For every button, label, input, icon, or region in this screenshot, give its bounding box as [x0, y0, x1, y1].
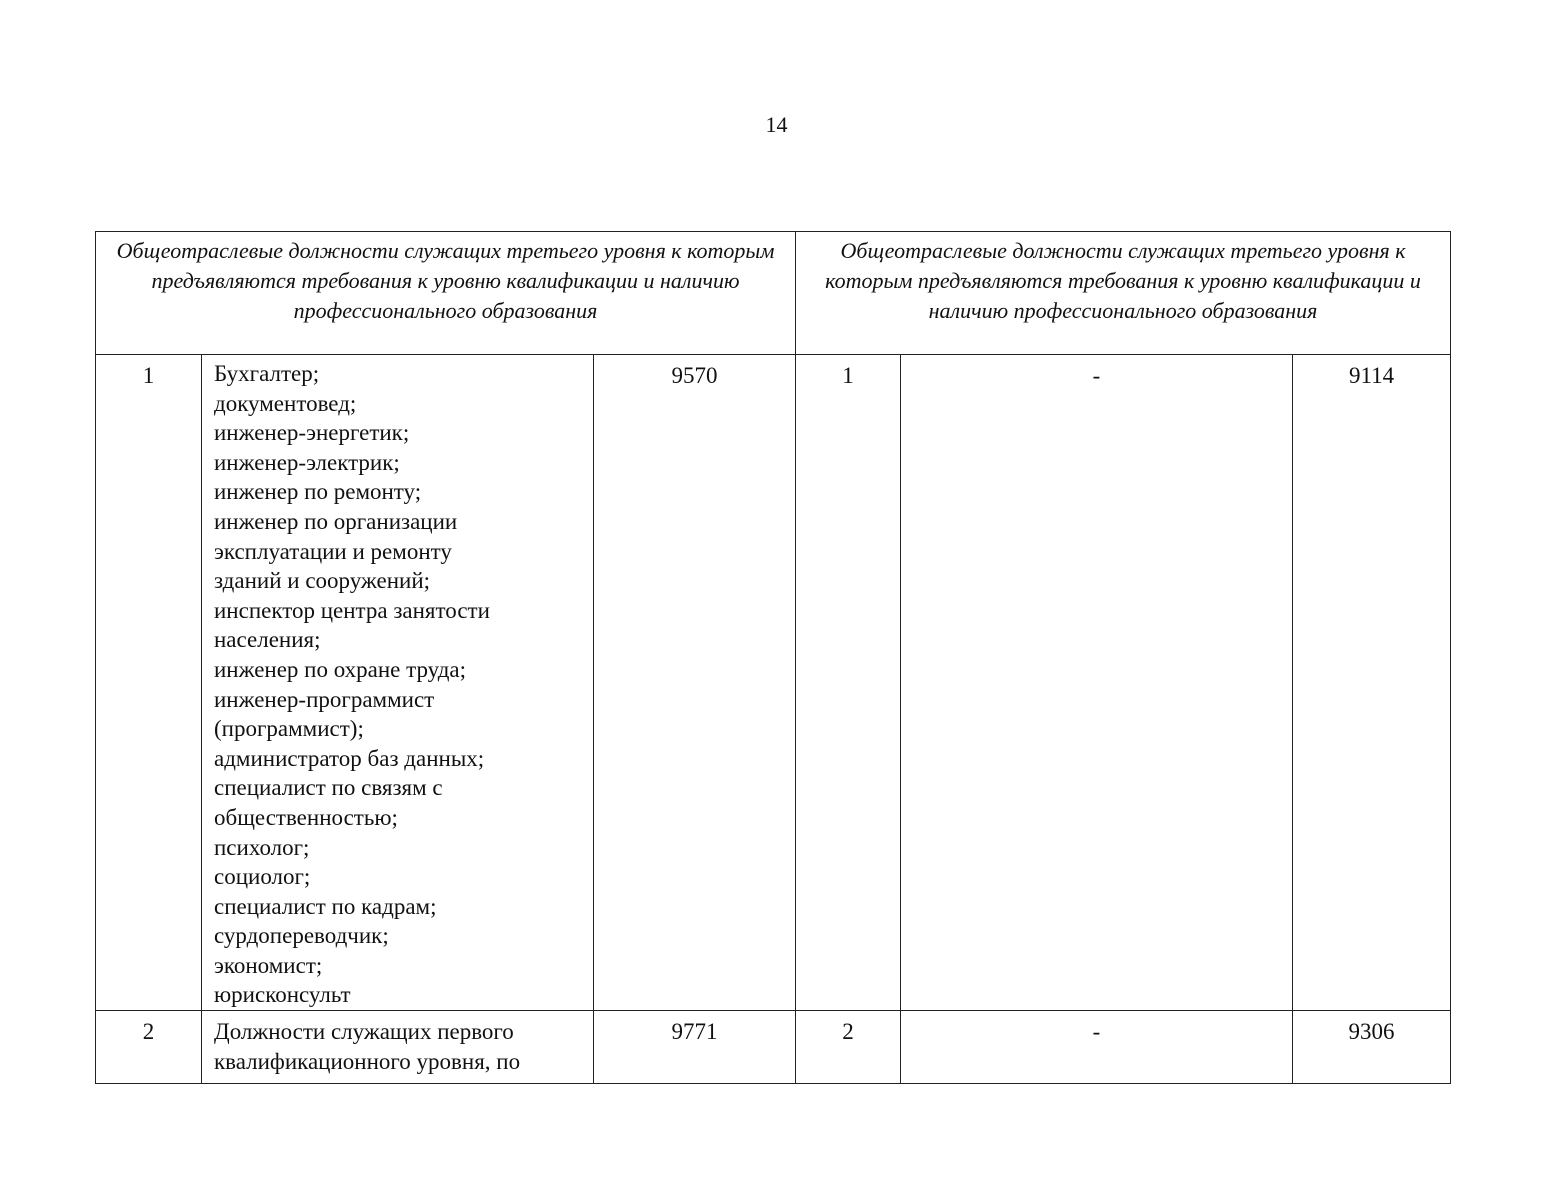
right-position-cell: -	[901, 1011, 1293, 1084]
position-item: инженер-энергетик;	[214, 420, 410, 446]
right-row-number: 2	[796, 1011, 901, 1084]
position-item: инженер-программист	[214, 686, 435, 712]
table-row	[96, 1011, 1451, 1084]
position-item: социолог;	[214, 864, 311, 890]
position-item: юрисконсульт	[214, 982, 351, 1008]
position-item: инженер по ремонту;	[214, 479, 422, 505]
position-item: эксплуатации и ремонту	[214, 538, 452, 564]
left-row-number: 2	[96, 1011, 202, 1084]
left-row-number: 1	[96, 355, 202, 1011]
left-positions-cell	[202, 355, 594, 1011]
page-number: 14	[765, 112, 788, 137]
position-item: сурдопереводчик;	[214, 923, 389, 949]
position-item: психолог;	[214, 834, 310, 860]
position-item: населения;	[214, 627, 321, 653]
left-value-cell: 9771	[594, 1011, 796, 1084]
position-item: инженер по организации	[214, 508, 458, 534]
left-header-text: Общеотраслевые должности служащих третьего уровня к которым предъявляются требования к уровню квалификации и наличию профессионального образования	[116, 238, 775, 323]
left-positions-cell	[202, 1011, 594, 1084]
right-header-cell	[796, 232, 1451, 355]
position-item: инженер-электрик;	[214, 449, 400, 475]
position-item: инженер по охране труда;	[214, 656, 467, 682]
position-item: инспектор центра занятости	[214, 597, 490, 623]
position-item: администратор баз данных;	[214, 745, 485, 771]
position-item: документовед;	[214, 390, 357, 416]
table-header-row	[96, 232, 1451, 355]
right-header-text: Общеотраслевые должности служащих третьего уровня к которым предъявляются требования к уровню квалификации и наличию профессионального образования	[825, 238, 1421, 323]
position-item: специалист по связям с	[214, 775, 443, 801]
right-row-number: 1	[796, 355, 901, 1011]
right-value-cell: 9114	[1293, 355, 1451, 1011]
right-position-cell: -	[901, 355, 1293, 1011]
position-item: Бухгалтер;	[214, 361, 320, 386]
position-item: квалификационного уровня, по	[214, 1048, 521, 1074]
position-item: экономист;	[214, 952, 323, 978]
left-header-cell	[96, 232, 796, 355]
right-value-cell: 9306	[1293, 1011, 1451, 1084]
position-item: (программист);	[214, 716, 364, 742]
position-item: Должности служащих первого	[214, 1019, 514, 1045]
left-value-cell: 9570	[594, 355, 796, 1011]
position-item: зданий и сооружений;	[214, 568, 431, 594]
positions-table	[95, 231, 1451, 1084]
table-row	[96, 355, 1451, 1011]
position-item: специалист по кадрам;	[214, 893, 437, 919]
position-item: общественностью;	[214, 804, 398, 830]
